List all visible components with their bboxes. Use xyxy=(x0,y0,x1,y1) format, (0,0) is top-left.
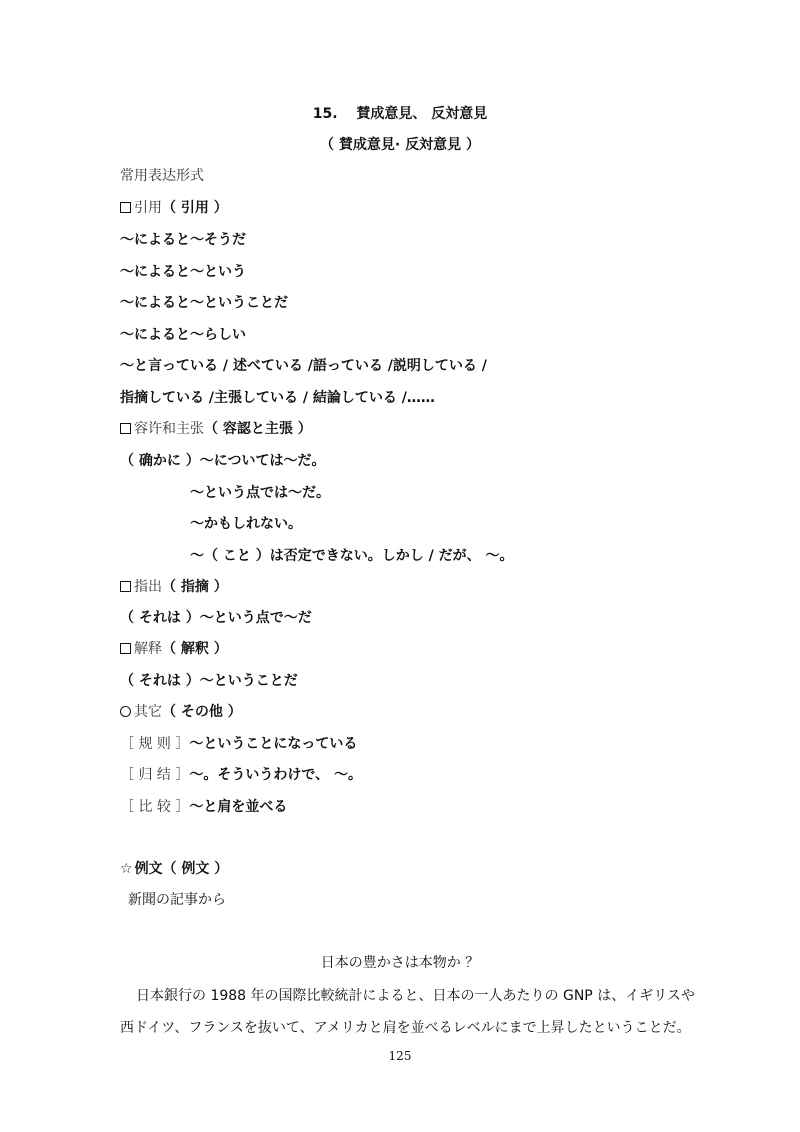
concession-label-cn: 容许和主张 xyxy=(134,421,204,437)
other-row xyxy=(120,797,287,817)
concession-item: ～（ こと ）は否定できない。しかし / だが、 ～。 xyxy=(190,548,514,564)
example-label: 例文（ 例文 ） xyxy=(134,861,229,877)
circle-bullet-icon xyxy=(120,706,131,717)
other-row-text: ～ということになっている xyxy=(189,736,358,752)
quote-item: ～によると～ということだ xyxy=(120,295,288,311)
checkbox-square-icon xyxy=(120,581,131,592)
checkbox-square-icon xyxy=(120,643,131,654)
star-icon: ☆ xyxy=(120,861,133,877)
concession-item: ～という点では～だ。 xyxy=(190,485,330,501)
example-heading xyxy=(120,859,228,879)
other-row-text: ～と肩を並べる xyxy=(189,799,288,815)
pointout-heading xyxy=(120,577,228,597)
other-label-jp: （ その他 ） xyxy=(162,704,242,720)
quote-item: 指摘している /主張している / 結論している /…… xyxy=(120,390,435,406)
article-paragraph-line: 日本銀行の 1988 年の国際比較統計によると、日本の一人あたりの GNP は、イギリスや xyxy=(136,988,695,1004)
quote-heading xyxy=(120,198,228,218)
quote-item: ～と言っている / 述べている /語っている /説明している / xyxy=(120,358,487,374)
other-row xyxy=(120,765,362,785)
page-number: 125 xyxy=(388,1049,412,1063)
interpret-item: （ それは ）～ということだ xyxy=(120,673,298,689)
other-row xyxy=(120,734,357,754)
quote-item: ～によると～らしい xyxy=(120,327,246,343)
section-subtitle: （ 賛成意見· 反対意見 ） xyxy=(320,137,480,153)
interpret-label-jp: （ 解釈 ） xyxy=(162,641,228,657)
forms-header: 常用表达形式 xyxy=(120,168,204,184)
other-row-text: ～。そういうわけで、 ～。 xyxy=(189,767,362,783)
other-row-tag: ［ 归 结 ］ xyxy=(120,767,190,783)
quote-label-jp: （ 引用 ） xyxy=(162,200,228,216)
checkbox-square-icon xyxy=(120,423,131,434)
quote-item: ～によると～そうだ xyxy=(120,232,246,248)
concession-label-jp: （ 容認と主張 ） xyxy=(204,421,312,437)
other-label-cn: 其它 xyxy=(134,704,162,720)
other-heading xyxy=(120,702,242,722)
concession-heading xyxy=(120,419,312,439)
article-paragraph-line: 西ドイツ、フランスを抜いて、アメリカと肩を並べるレベルにまで上昇したということだ。 xyxy=(120,1020,691,1036)
concession-item: ～かもしれない。 xyxy=(190,516,302,532)
example-source: 新聞の記事から xyxy=(128,892,226,908)
article-title: 日本の豊かさは本物か ？ xyxy=(320,955,480,971)
quote-item: ～によると～という xyxy=(120,264,246,280)
pointout-label-jp: （ 指摘 ） xyxy=(162,579,228,595)
pointout-item: （ それは ）～という点で～だ xyxy=(120,610,312,626)
other-row-tag: ［ 规 则 ］ xyxy=(120,736,190,752)
other-row-tag: ［ 比 较 ］ xyxy=(120,799,190,815)
pointout-label-cn: 指出 xyxy=(134,579,162,595)
concession-first: （ 确かに ）～については～だ。 xyxy=(120,453,326,469)
interpret-heading xyxy=(120,639,228,659)
quote-label-cn: 引用 xyxy=(134,200,162,216)
checkbox-square-icon xyxy=(120,202,131,213)
interpret-label-cn: 解释 xyxy=(134,641,162,657)
section-title: 15. 賛成意見、 反対意見 xyxy=(312,106,488,122)
